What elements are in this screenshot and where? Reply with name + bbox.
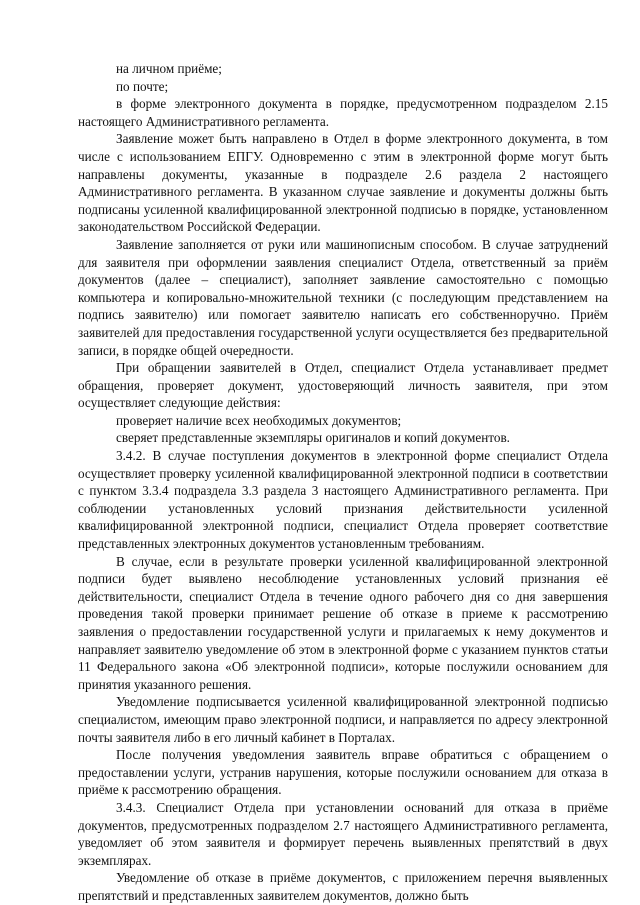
list-item-by-mail: по почте;: [116, 78, 169, 94]
paragraph-electronic-submission: Заявление может быть направлено в Отдел в форме электронного документа, в том числе с использованием ЕПГУ. Одновременно с этим в электронной форме могут быть направлены документы, указанные в подразделе 2.6 раздела 2 настоящего Административного регламента. В указанном случае заявление и документы должны быть подписаны усиленной квалифицированной электронной подписью в порядке, установленном законодательством Российской Федерации.: [78, 131, 608, 235]
list-item-compare-copies: сверяет представленные экземпляры оригиналов и копий документов.: [116, 430, 510, 446]
paragraph-3-4-2: 3.4.2. В случае поступления документов в электронной форме специалист Отдела осуществляет проверку усиленной квалифицированной электронной подписи в соответствии с пунктом 3.3.4 подраздела 3.3 раздела 3 настоящего Административного регламента. При соблюдении установленных условий признания действительности усиленной квалифицированной электронной подписи, специалист Отдела проверяет соответствие представленных электронных документов установленным требованиям.: [78, 448, 608, 552]
paragraph-notification-signed: Уведомление подписывается усиленной квалифицированной электронной подписью специалистом, имеющим право электронной подписи, и направляется по адресу электронной почты заявителя либо в его личный кабинет в Порталах.: [78, 694, 608, 745]
paragraph-applicant-visit: При обращении заявителей в Отдел, специалист Отдела устанавливает предмет обращения, проверяет документ, удостоверяющий личность заявителя, при этом осуществляет следующие действия:: [78, 360, 608, 411]
list-item-electronic: в форме электронного документа в порядке, предусмотренном подразделом 2.15 настоящего Административного регламента.: [78, 96, 608, 129]
document-body: [78, 60, 608, 905]
list-item-in-person: на личном приёме;: [116, 61, 222, 76]
paragraph-3-4-3: 3.4.3. Специалист Отдела при установлении оснований для отказа в приёме документов, предусмотренных подразделом 2.7 настоящего Административного регламента, уведомляет об этом заявителя и формирует перечень выявленных препятствий в двух экземплярах.: [78, 799, 608, 868]
paragraph-refusal-notification: Уведомление об отказе в приёме документов, с приложением перечня выявленных препятствий и представленных заявителем документов, должно быть: [78, 870, 608, 903]
list-item-check-documents: проверяет наличие всех необходимых документов;: [116, 412, 402, 428]
paragraph-after-notification: После получения уведомления заявитель вправе обратиться с обращением о предоставлении услуги, устранив нарушения, которые послужили основанием для отказа в приёме к рассмотрению обращения.: [78, 747, 608, 798]
paragraph-filling-application: Заявление заполняется от руки или машинописным способом. В случае затруднений для заявителя при оформлении заявления специалист Отдела, ответственный за приём документов (далее – специалист), заполняет заявление самостоятельно с помощью компьютера и копировально-множительной техники (с последующим представлением на подпись заявителю) или помогает заявителю написать его собственноручно. Приём заявителей для предоставления государственной услуги осуществляется без предварительной записи, в порядке общей очередности.: [78, 236, 608, 358]
paragraph-signature-invalid: В случае, если в результате проверки усиленной квалифицированной электронной подписи будет выявлено несоблюдение установленных условий признания её действительности, специалист Отдела в течение одного рабочего дня со дня завершения проведения такой проверки принимает решение об отказе в приеме к рассмотрению заявления о предоставлении государственной услуги и прилагаемых к нему документов и направляет заявителю уведомление об этом в электронной форме с указанием пунктов статьи 11 Федерального закона «Об электронной подписи», которые послужили основанием для принятия указанного решения.: [78, 553, 608, 692]
